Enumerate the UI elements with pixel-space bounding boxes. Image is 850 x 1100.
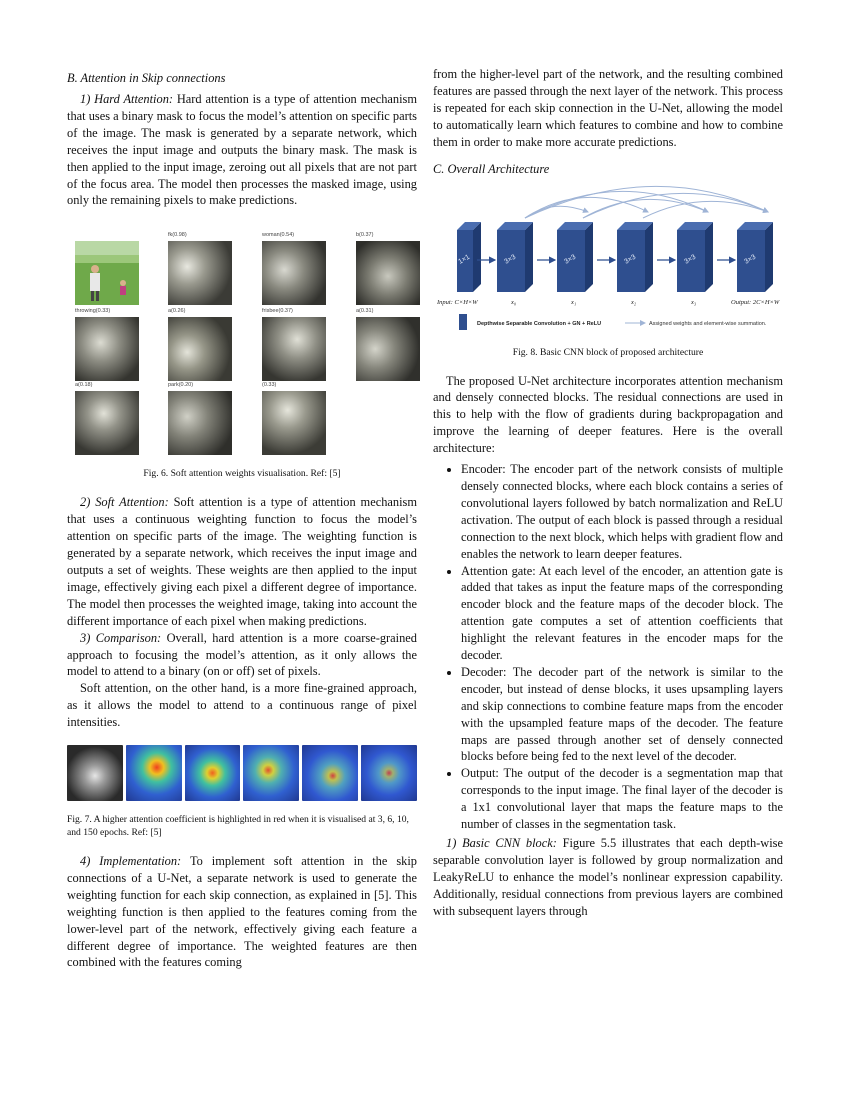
fig7-heatmap — [302, 745, 358, 801]
conv-block-label: 3×3 — [743, 253, 758, 266]
hard-attention-paragraph — [67, 91, 417, 209]
fig7-caption: Fig. 7. A higher attention coefficient is highlighted in red when it is visualised at 3, 6, 10, and 150 epochs. Ref: [5] — [67, 814, 409, 839]
fig6-attention-map — [356, 232, 420, 305]
architecture-list — [433, 461, 783, 833]
list-item-decoder: • Decoder: The decoder part of the network is similar to the encoder, but instead of dense blocks, it uses upsampling layers and skip connections to combine feature maps from the encoder with the upsampled feature maps of the decoder. The feature maps are passed through another set of densely connected blocks before being fed to the next level of the decoder. — [461, 664, 783, 765]
figure-6 — [67, 225, 417, 457]
conv-block-label: 1×1 — [457, 253, 472, 266]
conv-block-side — [705, 222, 713, 292]
conv-blocks — [457, 222, 773, 292]
conv-block — [497, 222, 533, 292]
fig6-label: park(0.20) — [168, 382, 194, 389]
fig7-heatmap — [185, 745, 241, 801]
fig6-attention-map — [168, 232, 232, 305]
fig6-attention-map — [75, 308, 139, 381]
soft-attention-paragraph — [67, 494, 417, 629]
section-c-heading: C. Overall Architecture — [433, 161, 550, 176]
fig7-heatmap — [126, 745, 182, 801]
diagram-label: Output: 2C×H×W — [731, 298, 780, 306]
legend-block-swatch — [459, 314, 467, 330]
fig6-attention-map — [168, 308, 232, 381]
fig6-label: (0.33) — [262, 382, 277, 389]
conv-block-side — [765, 222, 773, 292]
conv-block — [677, 222, 713, 292]
figure-7 — [67, 745, 417, 801]
soft-attention-title: 2) Soft Attention: — [80, 495, 169, 510]
list-item-encoder: • Encoder: The encoder part of the network consists of multiple densely connected blocks, where each block contains a series of convolutional layers followed by batch normalization and ReLU activation. The output of each block is passed through a residual connection to the next block, which helps with gradient flow and enables the network to learn deeper features. — [461, 461, 783, 562]
conv-block-side — [473, 222, 481, 292]
fig6-label: b(0.37) — [356, 232, 374, 239]
conv-block — [557, 222, 593, 292]
hard-attention-body: Hard attention is a type of attention mechanism that uses a binary mask to focus the model’s attention on specific parts of the image. The mask is generated by a separate network, which receives the input image and outputs the binary mask. The mask is then applied to the input image, zeroing out all pixels that are not part of the focus area. The model then processes the masked image, using only the remaining pixels to make predictions. — [67, 92, 417, 208]
diagram-label: Input: C×H×W — [437, 298, 478, 306]
implementation-title: 4) Implementation: — [80, 854, 182, 869]
architecture-diagram — [433, 190, 783, 340]
fig6-attention-map — [262, 382, 326, 455]
fig7-heatmap — [361, 745, 417, 801]
fig6-caption: Fig. 6. Soft attention weights visualisation. Ref: [5] — [143, 468, 341, 480]
architecture-intro: The proposed U-Net architecture incorporates attention mechanism and densely connected blocks. The residual connections are used in this to help with the flow of gradients during backpropagation and improve the learning of deeper features. Here is the overall architecture: — [433, 373, 783, 456]
list-item-output: • Output: The output of the decoder is a segmentation map that corresponds to the input image. The final layer of the decoder is a 1x1 convolutional layer that maps the feature maps to the number of classes in the segmentation task. — [461, 765, 783, 833]
conv-block-label: 3×3 — [683, 253, 698, 266]
fig6-label: throwing(0.33) — [75, 308, 111, 315]
park-photo-image — [75, 241, 139, 305]
fig6-attention-map — [262, 232, 326, 305]
skip-arc — [525, 206, 588, 218]
conv-block-side — [525, 222, 533, 292]
comparison-body: Overall, hard attention is a more coarse-grained approach to focusing the model’s attention, as it only allows the model to attend to a binary (on or off) set of pixels. — [67, 630, 417, 679]
fig8-caption: Fig. 8. Basic CNN block of proposed architecture — [512, 346, 704, 358]
list-item-attention-gate: • Attention gate: At each level of the encoder, an attention gate is added that takes as input the feature maps of the corresponding encoder block and the feature maps of the decoder block. The attention gate computes a set of attention coefficients that highlight the relevant features in the encoder maps for the decoder. — [461, 563, 783, 664]
fig6-label: a(0.26) — [168, 308, 186, 315]
conv-block-label: 3×3 — [563, 253, 578, 266]
conv-block-label: 3×3 — [623, 253, 638, 266]
diagram-label: x₀ — [511, 298, 517, 306]
fig6-attention-map — [168, 382, 232, 455]
conv-block — [617, 222, 653, 292]
implementation-body: To implement soft attention in the skip connections of a U-Net, a separate network is used to generate the weighting function for each skip connection, as explained in [5]. This weighting function is then applied to the features coming from the lower-level part of the network, effectively giving each feature a different degree of importance. The weighted features are then combined with the features coming — [67, 854, 417, 970]
fig6-attention-map — [356, 308, 420, 381]
section-b-heading: B. Attention in Skip connections — [67, 71, 226, 85]
figure-8 — [433, 190, 783, 340]
conv-block — [457, 222, 481, 292]
conv-block-side — [585, 222, 593, 292]
conv-block-label: 3×3 — [503, 253, 518, 266]
continuation-paragraph: from the higher-level part of the network, and the resulting combined features are passed through the next layer of the network. This process is repeated for each skip connection in the U-Net, allowing the model to automatically learn which features to combine and how to combine them in order to make more accurate predictions. — [433, 67, 783, 149]
fig7-ct-slice — [67, 745, 123, 801]
implementation-paragraph — [67, 853, 417, 971]
fig6-input-image — [75, 241, 139, 305]
fig6-attention-map — [75, 382, 139, 455]
conv-block — [737, 222, 773, 292]
skip-arc — [583, 199, 708, 218]
basic-cnn-title: 1) Basic CNN block: — [446, 836, 557, 850]
left-column — [67, 66, 417, 971]
comparison-paragraph — [67, 630, 417, 681]
diagram-label: x₃ — [691, 298, 697, 306]
fig6-label: a(0.31) — [356, 308, 374, 315]
hard-attention-title: 1) Hard Attention: — [80, 92, 174, 106]
fig6-label: a(0.18) — [75, 382, 93, 389]
diagram-label: x₂ — [631, 298, 637, 306]
fig6-label: woman(0.54) — [262, 232, 295, 239]
fig6-attention-map — [262, 308, 326, 381]
legend-block-label: Depthwise Separable Convolution + GN + ReLU — [477, 320, 602, 327]
fig7-heatmap — [243, 745, 299, 801]
legend-arrow-label: Assigned weights and element-wise summation. — [649, 320, 767, 327]
comparison-title: 3) Comparison: — [80, 630, 162, 645]
comparison-paragraph-2: Soft attention, on the other hand, is a more fine-grained approach, as it allows the model to attend to a continuous range of pixel intensities. — [67, 681, 417, 730]
fig6-label: fk(0.98) — [168, 232, 187, 239]
basic-cnn-body: Figure 5.5 illustrates that each depth-wise separable convolution layer is followed by group normalization and LeakyReLU to enhance the model’s nonlinear expression capability. Additionally, residual connections from previous layers are combined with subsequent layers through — [433, 836, 783, 918]
fig6-label: frisbee(0.37) — [262, 308, 293, 315]
basic-cnn-paragraph — [433, 835, 783, 920]
soft-attention-body: Soft attention is a type of attention mechanism that uses a continuous weighting function to focus the model’s attention on specific parts of the image. The weighting function is generated by a separate network, which receives the input image and outputs a set of weights. These weights are then applied to the input image, effectively giving each pixel a different degree of importance. The model then processes the weighted image, taking into account the different importance of each pixel when making predictions. — [67, 495, 417, 628]
diagram-label: x₁ — [571, 298, 577, 306]
conv-block-side — [645, 222, 653, 292]
right-column — [433, 66, 783, 920]
